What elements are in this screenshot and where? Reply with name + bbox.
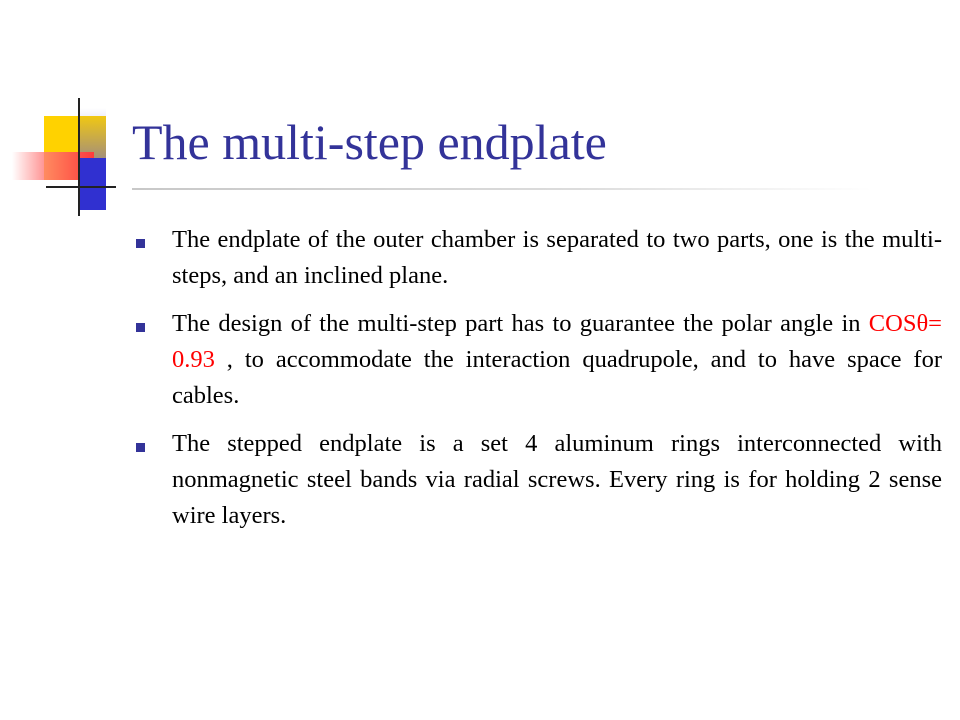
bullet-item — [132, 222, 942, 294]
bullet-list — [132, 222, 942, 546]
bullet-text: The endplate of the outer chamber is separated to two parts, one is the multi-steps, and an inclined plane. — [172, 226, 942, 289]
square-bullet-icon — [136, 443, 145, 452]
bullet-text — [172, 306, 942, 414]
slide-title: The multi-step endplate — [132, 114, 607, 170]
title-underline — [132, 188, 872, 190]
square-bullet-icon — [136, 323, 145, 332]
bullet-text-part: The design of the multi-step part has to guarantee the polar angle in — [172, 310, 869, 337]
square-bullet-icon — [136, 239, 145, 248]
bullet-item — [132, 426, 942, 534]
decorative-blue-gradient — [80, 108, 106, 158]
highlighted-formula: COSθ= 0.93 — [172, 310, 942, 373]
decorative-vertical-line — [78, 98, 80, 216]
bullet-item — [132, 306, 942, 414]
bullet-text-part: , to accommodate the interaction quadrupole, and to have space for cables. — [172, 346, 942, 409]
decorative-horizontal-line — [46, 186, 116, 188]
decorative-blue-square — [80, 158, 106, 210]
bullet-text: The stepped endplate is a set 4 aluminum rings interconnected with nonmagnetic steel bands via radial screws. Every ring is for holding 2 sense wire layers. — [172, 430, 942, 529]
